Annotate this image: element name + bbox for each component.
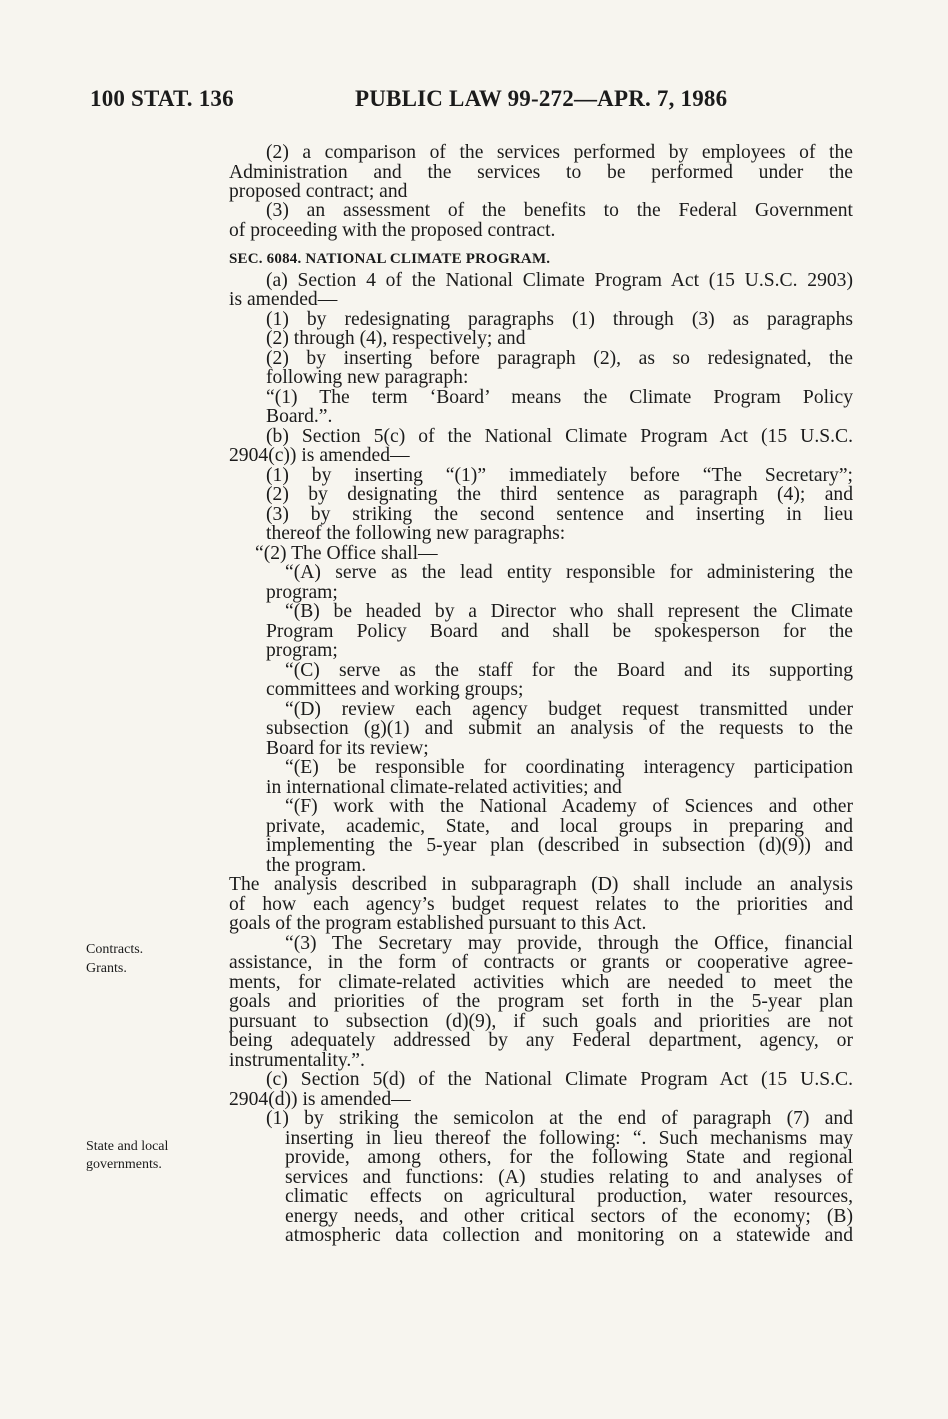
text-line: (3) by striking the second sentence and inserting in lieu bbox=[266, 504, 853, 525]
text-line: “(B) be headed by a Director who shall represent the Climate bbox=[285, 601, 853, 622]
text-line: goals of the program established pursuant to this Act. bbox=[229, 913, 647, 934]
text-line: of proceeding with the proposed contract. bbox=[229, 220, 556, 241]
text-line: program; bbox=[266, 640, 338, 661]
text-line: of how each agency’s budget request relates to the priorities and bbox=[229, 894, 853, 915]
text-line: “(D) review each agency budget request transmitted under bbox=[285, 699, 853, 720]
text-line: energy needs, and other critical sectors of the economy; (B) bbox=[285, 1206, 853, 1227]
text-line: (1) by redesignating paragraphs (1) through (3) as paragraphs bbox=[266, 309, 853, 330]
text-line: (c) Section 5(d) of the National Climate Program Act (15 U.S.C. bbox=[266, 1069, 853, 1090]
text-line: following new paragraph: bbox=[266, 367, 469, 388]
text-line: “(3) The Secretary may provide, through the Office, financial bbox=[285, 933, 853, 954]
text-line: Administration and the services to be performed under the bbox=[229, 162, 853, 183]
text-line: 2904(c)) is amended— bbox=[229, 445, 410, 466]
margin-note-grants: Grants. bbox=[86, 961, 127, 976]
text-line: “(F) work with the National Academy of Sciences and other bbox=[285, 796, 853, 817]
text-line: implementing the 5-year plan (described in subsection (d)(9)) and bbox=[266, 835, 853, 856]
text-line: Program Policy Board and shall be spokesperson for the bbox=[266, 621, 853, 642]
text-line: (2) by inserting before paragraph (2), as so redesignated, the bbox=[266, 348, 853, 369]
text-line: (a) Section 4 of the National Climate Program Act (15 U.S.C. 2903) bbox=[266, 270, 853, 291]
text-line: The analysis described in subparagraph (D) shall include an analysis bbox=[229, 874, 853, 895]
law-citation-header: PUBLIC LAW 99-272—APR. 7, 1986 bbox=[355, 86, 728, 111]
text-line: (b) Section 5(c) of the National Climate Program Act (15 U.S.C. bbox=[266, 426, 853, 447]
text-line: thereof the following new paragraphs: bbox=[266, 523, 566, 544]
text-line: “(2) The Office shall— bbox=[255, 543, 438, 564]
text-line: instrumentality.”. bbox=[229, 1050, 365, 1071]
text-line: goals and priorities of the program set forth in the 5-year plan bbox=[229, 991, 853, 1012]
text-line: proposed contract; and bbox=[229, 181, 408, 202]
text-line: subsection (g)(1) and submit an analysis of the requests to the bbox=[266, 718, 853, 739]
text-line: 2904(d)) is amended— bbox=[229, 1089, 411, 1110]
statute-page-number: 100 STAT. 136 bbox=[90, 86, 234, 111]
text-line: services and functions: (A) studies relating to and analyses of bbox=[285, 1167, 853, 1188]
text-line: climatic effects on agricultural production, water resources, bbox=[285, 1186, 853, 1207]
text-line: provide, among others, for the following State and regional bbox=[285, 1147, 853, 1168]
text-line: Board for its review; bbox=[266, 738, 429, 759]
margin-note-state-local: State and local bbox=[86, 1139, 169, 1154]
section-heading: SEC. 6084. NATIONAL CLIMATE PROGRAM. bbox=[229, 251, 551, 267]
text-line: (2) through (4), respectively; and bbox=[266, 328, 526, 349]
text-line: committees and working groups; bbox=[266, 679, 524, 700]
text-line: “(1) The term ‘Board’ means the Climate Program Policy bbox=[266, 387, 853, 408]
text-line: “(E) be responsible for coordinating interagency participation bbox=[285, 757, 853, 778]
text-line: in international climate-related activities; and bbox=[266, 777, 622, 798]
text-line: program; bbox=[266, 582, 338, 603]
text-line: “(A) serve as the lead entity responsible for administering the bbox=[285, 562, 853, 583]
text-line: being adequately addressed by any Federal department, agency, or bbox=[229, 1030, 853, 1051]
text-line: ments, for climate-related activities which are needed to meet the bbox=[229, 972, 853, 993]
text-line: “(C) serve as the staff for the Board and its supporting bbox=[285, 660, 853, 681]
text-line: inserting in lieu thereof the following: “. Such mechanisms may bbox=[285, 1128, 853, 1149]
margin-note-governments: governments. bbox=[86, 1157, 162, 1172]
text-line: pursuant to subsection (d)(9), if such goals and priorities are not bbox=[229, 1011, 853, 1032]
text-line: atmospheric data collection and monitoring on a statewide and bbox=[285, 1225, 853, 1246]
text-line: is amended— bbox=[229, 289, 338, 310]
text-line: the program. bbox=[266, 855, 367, 876]
text-line: private, academic, State, and local groups in preparing and bbox=[266, 816, 853, 837]
text-line: (1) by inserting “(1)” immediately before “The Secretary”; bbox=[266, 465, 853, 486]
text-line: Board.”. bbox=[266, 406, 333, 427]
text-line: (1) by striking the semicolon at the end of paragraph (7) and bbox=[266, 1108, 853, 1129]
text-line: assistance, in the form of contracts or grants or cooperative agree- bbox=[229, 952, 853, 973]
text-line: (3) an assessment of the benefits to the Federal Government bbox=[266, 200, 853, 221]
margin-note-contracts: Contracts. bbox=[86, 942, 144, 957]
text-line: (2) by designating the third sentence as paragraph (4); and bbox=[266, 484, 853, 505]
text-line: (2) a comparison of the services performed by employees of the bbox=[266, 142, 853, 163]
